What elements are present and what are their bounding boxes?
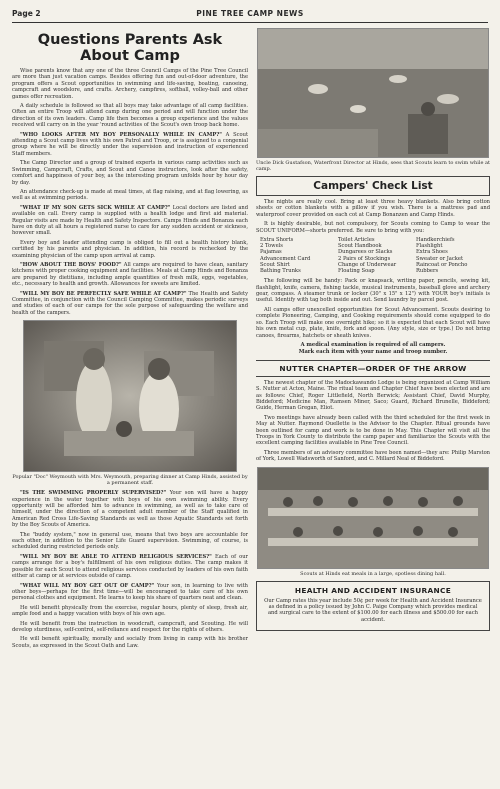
- list-item: Raincoat or Poncho: [416, 261, 468, 268]
- list-item: Bathing Trunks: [260, 268, 301, 275]
- list-item: Floating Soap: [338, 268, 375, 275]
- answer-sickness-2: Every boy and leader attending camp is obliged to fill out a health history blank, certified by his parents and physician. In addition, his record is rechecked by the examining physician of the camp upon arrival at camp.: [12, 239, 248, 259]
- checklist-headline-box: [256, 176, 490, 196]
- question-sickness: "WHAT IF MY SON GETS SICK WHILE AT CAMP?" Local doctors are listed and available on call. Every camp is supplied with a health lodge and first aid material. Regular visits are made by Health and Safety Inspectors. Camps Hinds and Bonanza each have on duty at all hours a registered nurse to care for any sudden accident or sickness, however small.: [12, 204, 248, 237]
- checklist-items: [260, 237, 490, 274]
- list-item: Toilet Articles: [338, 237, 375, 244]
- list-item: 2 Towels: [260, 243, 283, 250]
- list-item: Flashlight: [416, 243, 443, 250]
- question-supervision: "WHO LOOKS AFTER MY BOY PERSONALLY WHILE IN CAMP?" A Scout attending a Scout camp lives with his own Patrol and Troop, or is assigned to a congenial group where he will be directly under the supervision and instruction of experienced Staff members.: [12, 131, 248, 157]
- oa-paragraph-2: Two meetings have already been called with the third scheduled for the first week in May at Nutter. Raymond Ouellette is the Advisor to the Chapter. Ritual grounds have been outlined for camp and work is to be done in May. This Chapter will visit all the Troops in York County to distribute the camp paper and familiarize the Scouts with the excellent camping facilities available in Pine Tree Council.: [256, 414, 490, 447]
- question-benefit: "WHAT WILL MY BOY GET OUT OF CAMP?" Your son, in learning to live with other boys—perhaps for the first time—will be encouraged to take care of his own personal clothes and equipment. He learns to keep his share of quarters neat and clean.: [12, 582, 248, 602]
- kitchen-photo: [23, 320, 237, 472]
- page-number: Page 2: [12, 9, 41, 18]
- insurance-box: [256, 581, 490, 632]
- questions-headline: Questions Parents Ask About Camp: [37, 32, 223, 64]
- insurance-text: Our Camp rates this year include 50¢ per week for Health and Accident Insurance as defined in a policy issued by John C. Paige Company which provides medical and surgical care to the extent of $100.00 for each illness and $500.00 for each accident.: [264, 597, 482, 623]
- page-header: [12, 6, 488, 22]
- kitchen-photo-caption: Popular "Doc" Weymouth with Mrs. Weymouth, preparing dinner at Camp Hinds, assisted by a permanent staff.: [12, 474, 248, 487]
- list-item: Rubbers: [416, 268, 439, 275]
- list-item: 2 Pairs of Stockings: [338, 255, 391, 262]
- answer-benefit-2: He will benefit physically from the exercise, regular hours, plenty of sleep, fresh air, ample food and a happy vacation with boys of his own age.: [12, 604, 248, 618]
- dining-hall-photo: [257, 467, 489, 569]
- checklist-mark-items: Mark each item with your name and troop number.: [298, 349, 448, 356]
- checklist-uniform: It is highly desirable, but not compulsory, for Scouts coming to Camp to wear the SCOUT UNIFORM—shorts preferred. Be sure to bring with you:: [256, 221, 490, 234]
- oa-headline: NUTTER CHAPTER—ORDER OF THE ARROW: [279, 363, 467, 373]
- answer-supervision-3: An attendance check-up is made at meal times, at flag raising, and at flag lowering, as well as at swimming periods.: [12, 188, 248, 202]
- answer-swimming-2: The "buddy system," now in general use, means that two boys are accountable for each other, in addition to the Senior Life Guard supervision. Swimming, of course, is scheduled during restricted periods only.: [12, 531, 248, 551]
- left-column: [12, 26, 248, 786]
- insurance-headline: HEALTH AND ACCIDENT INSURANCE: [294, 585, 452, 595]
- right-column: [256, 26, 490, 786]
- checklist-medical: A medical examination is required of all campers.: [300, 341, 446, 348]
- list-item: Scout Handbook: [338, 243, 382, 250]
- list-item: Handkerchiefs: [416, 237, 455, 244]
- waterfront-photo: [257, 28, 489, 158]
- answer-benefit-4: He will benefit spiritually, morally and socially from living in camp with his brother Scouts, as expressed in the Scout Oath and Law.: [12, 636, 248, 649]
- paper-name: PINE TREE CAMP NEWS: [196, 9, 304, 18]
- waterfront-photo-caption: Uncle Dick Gustafson, Waterfront Director at Hinds, sees that Scouts learn to swim while at camp.: [256, 160, 490, 172]
- answer-benefit-3: He will benefit from the instruction in woodcraft, campcraft, and Scouting. He will develop sturdiness, self-control, self-reliance and respect for the rights of others.: [12, 620, 248, 633]
- intro-paragraph-2: A daily schedule is followed so that all boys may take advantage of all camp facilities. Often an entire Troop will attend camp during one period and will function under the direction of its own leaders. Camp life then becomes a group experience and the values received will carry on in the year 'round activities of the Scout's own troop back home.: [12, 103, 248, 129]
- oa-paragraph-3: Three members of an advisory committee have been named—they are: Philip Marston of York, Lowell Wadsworth of Sanford, and C. Millard Neal of Biddeford.: [256, 449, 490, 463]
- question-food: "HOW ABOUT THE BOYS' FOOD?" All camps are required to have clean, sanitary kitchens with proper cooking equipment and facilities. Meals at Camp Hinds and Bonanza are prepared by dietitians, including ample quantities of fresh milk, eggs, vegetables, etc., necessary to health and growth. Allowances for sweets are limited.: [12, 261, 248, 288]
- list-item: Advancement Card: [260, 255, 311, 262]
- list-item: Sweater or Jacket: [416, 255, 464, 262]
- intro-paragraph: Wise parents know that any one of the three Council Camps of the Pine Tree Council are more than just vacation camps. Besides offering fun and out-of-door adventure, the program offers a Scout opportunities in swimming and life-saving, boating, canoeing, campcraft and woodslore, and crafts. Archery, campfires, softball, volley-ball and other games offer recreation.: [12, 68, 248, 100]
- oa-paragraph-1: The newest chapter of the Madockawando Lodge is being organized at Camp William S. Nutter at Acton, Maine. The ritual team and Chapter Chief have been elected and are as follows: Chief, Roger Littlefield, North Berwick; Assistant Chief, David Murphy, Biddeford; Medicine Man, Ramsen Miner, Saco; Guard, Richard Brunelle, Biddeford; Guide, Herman Gregan, Eliot.: [256, 379, 490, 412]
- list-item: Dungarees or Slacks: [338, 249, 393, 256]
- list-item: Pajamas: [260, 249, 282, 256]
- question-safety: "WILL MY BOY BE PERFECTLY SAFE WHILE AT CAMP?" The Health and Safety Committee, in conjunction with the Council Camping Committee, makes periodic surveys and studies of each of our camps for the sole purpose of safeguarding the welfare and health of the campers.: [12, 290, 248, 316]
- list-item: Extra Shorts: [260, 237, 294, 244]
- list-item: Change of Underwear: [338, 261, 397, 268]
- list-item: Scout Shirt: [260, 261, 290, 268]
- header-rule: [12, 22, 488, 23]
- dining-hall-photo-caption: Scouts at Hinds eat meals in a large, spotless dining hall.: [300, 570, 446, 577]
- checklist-blankets: The nights are really cool. Bring at least three heavy blankets. Also bring cotton sheets or cotton blankets with a pillow if you wish. There is a mattress pad and waterproof cover provided on each cot at Camp Bonanzen and Camp Hinds.: [256, 199, 490, 218]
- checklist-headline: Campers' Check List: [313, 180, 433, 192]
- list-item: Extra Shoes: [416, 249, 448, 256]
- checklist-advancement: All camps offer unexcelled opportunities for Scout Advancement. Scouts desiring to complete Pioneering, Camping, and Cooking requirements should come equipped to do so. Each Troop will make one overnight hike; so it is expected that each Scout will have his own metal cup, plate, knife, fork and spoon. (Any style, size or type.) Do not bring canoes, firearms, hatchets or sheath knives.: [256, 306, 490, 339]
- question-religious: "WILL MY BOY BE ABLE TO ATTEND RELIGIOUS SERVICES?" Each of our camps arrange for a boy's fulfillment of his own religious duties. The camp makes it possible for each Scout to attend religious services conducted by leaders of his own faith either at camp or at services outside of camp.: [12, 553, 248, 580]
- answer-supervision-2: The Camp Director and a group of trained experts in various camp activities such as Swimming, Campcraft, Crafts, and Scout and Canoe instructors, look after the safety, comfort and happiness of your boy, as the interesting program unfolds hour by hour day by day.: [12, 160, 248, 186]
- checklist-handy: The following will be handy: Pack or knapsack, writing paper, pencils, sewing kit, flashlight, knife, camera, fishing tackle, musical instruments, baseball glove and archery gear, compass. A steamer trunk or locker (30" x 15" x 12") with YOUR boy's initials is useful. Identify with tag both inside and out. Send laundry by parcel post.: [256, 278, 490, 304]
- oa-headline-box: [256, 360, 490, 377]
- question-swimming: "IS THE SWIMMING PROPERLY SUPERVISED?" Your son will have a happy experience in the water together with boys of his own swimming ability. Every opportunity will be afforded him to advance in swimming, as well as to take care of himself, under the direction of a competent adult member of the Staff qualified in American Red Cross Life-Saving Standards as well as those Aquatic Standards set forth by the Boy Scouts of America.: [12, 490, 248, 529]
